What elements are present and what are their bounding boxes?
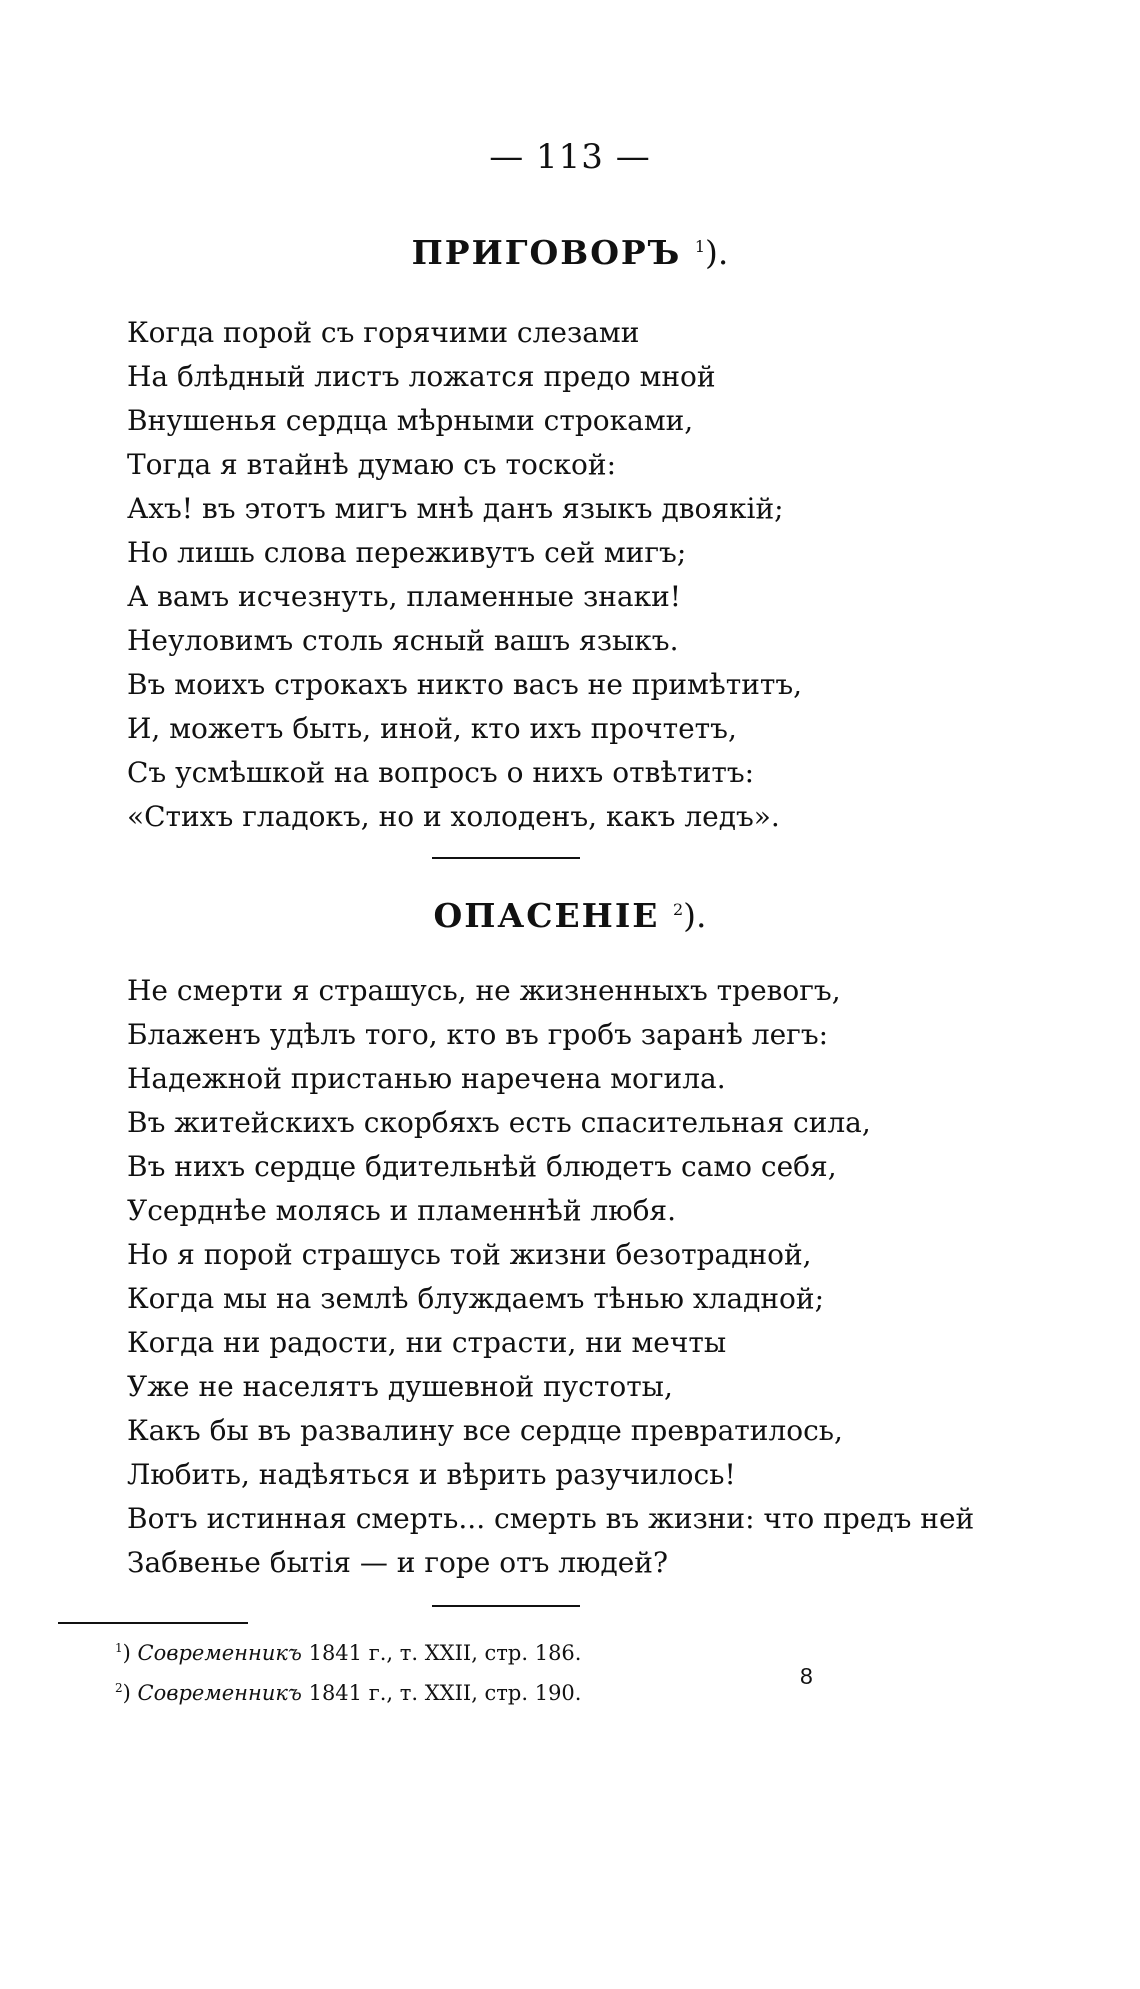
verse-line: На блѣдный листъ ложатся предо мной xyxy=(127,360,716,393)
footnote-1 xyxy=(115,1631,581,1671)
poem-title-opasenie xyxy=(0,896,1140,935)
verse-line: Когда порой съ горячими слезами xyxy=(127,316,640,349)
poem-body-prigovor xyxy=(127,311,802,839)
verse-line: Блаженъ удѣлъ того, кто въ гробъ заранѣ легъ: xyxy=(127,1018,829,1051)
section-divider xyxy=(432,857,580,859)
verse-line: Любить, надѣяться и вѣрить разучилось! xyxy=(127,1458,736,1491)
verse-line: Въ нихъ сердце бдительнѣй блюдетъ само себя, xyxy=(127,1150,837,1183)
footnote-text: 1841 г., т. XXII, стр. 186. xyxy=(301,1641,582,1665)
footnote-mark: 1 xyxy=(115,1641,123,1655)
verse-line: Забвенье бытія — и горе отъ людей? xyxy=(127,1546,668,1579)
footnote-source: Современникъ xyxy=(137,1681,302,1705)
verse-line: Неуловимъ столь ясный вашъ языкъ. xyxy=(127,624,679,657)
verse-line: Въ житейскихъ скорбяхъ есть спасительная сила, xyxy=(127,1106,871,1139)
verse-line: Не смерти я страшусь, не жизненныхъ тревогъ, xyxy=(127,974,841,1007)
footnote-2 xyxy=(115,1671,581,1711)
verse-line: Тогда я втайнѣ думаю съ тоской: xyxy=(127,448,617,481)
verse-line: Но я порой страшусь той жизни безотрадной, xyxy=(127,1238,812,1271)
title-punct: ). xyxy=(705,233,729,272)
poem-body-opasenie xyxy=(127,969,974,1585)
footnote-rule xyxy=(58,1622,248,1624)
verse-line: Внушенья сердца мѣрными строками, xyxy=(127,404,694,437)
footnote-source: Современникъ xyxy=(137,1641,302,1665)
title-punct: ). xyxy=(683,896,707,935)
footnote-ref: 2 xyxy=(672,900,684,919)
verse-line: «Стихъ гладокъ, но и холоденъ, какъ ледъ». xyxy=(127,800,780,833)
poem-title-prigovor xyxy=(0,233,1140,272)
verse-line: Съ усмѣшкой на вопросъ о нихъ отвѣтитъ: xyxy=(127,756,755,789)
verse-line: Усерднѣе молясь и пламеннѣй любя. xyxy=(127,1194,676,1227)
footnote-text: 1841 г., т. XXII, стр. 190. xyxy=(301,1681,582,1705)
verse-line: Надежной пристанью наречена могила. xyxy=(127,1062,726,1095)
footnote-ref: 1 xyxy=(694,237,706,256)
footnote-mark: 2 xyxy=(115,1681,123,1695)
verse-line: Когда мы на землѣ блуждаемъ тѣнью хладной; xyxy=(127,1282,825,1315)
poem-title-text: ПРИГОВОРЪ xyxy=(411,233,682,272)
verse-line: Ахъ! въ этотъ мигъ мнѣ данъ языкъ двоякій; xyxy=(127,492,784,525)
verse-line: Когда ни радости, ни страсти, ни мечты xyxy=(127,1326,727,1359)
poem-title-text: ОПАСЕНІЕ xyxy=(433,896,660,935)
signature-mark: 8 xyxy=(800,1663,813,1689)
verse-line: А вамъ исчезнуть, пламенные знаки! xyxy=(127,580,682,613)
footnote-mark-close: ) xyxy=(122,1641,131,1665)
verse-line: И, можетъ быть, иной, кто ихъ прочтетъ, xyxy=(127,712,737,745)
end-divider xyxy=(432,1605,580,1607)
verse-line: Но лишь слова переживутъ сей мигъ; xyxy=(127,536,687,569)
page-number: — 113 — xyxy=(489,137,651,177)
verse-line: Какъ бы въ развалину все сердце превратилось, xyxy=(127,1414,843,1447)
verse-line: Вотъ истинная смерть... смерть въ жизни: что предъ ней xyxy=(127,1502,975,1535)
verse-line: Въ моихъ строкахъ никто васъ не примѣтитъ, xyxy=(127,668,803,701)
footnotes xyxy=(115,1631,581,1711)
verse-line: Уже не населятъ душевной пустоты, xyxy=(127,1370,673,1403)
footnote-mark-close: ) xyxy=(122,1681,131,1705)
